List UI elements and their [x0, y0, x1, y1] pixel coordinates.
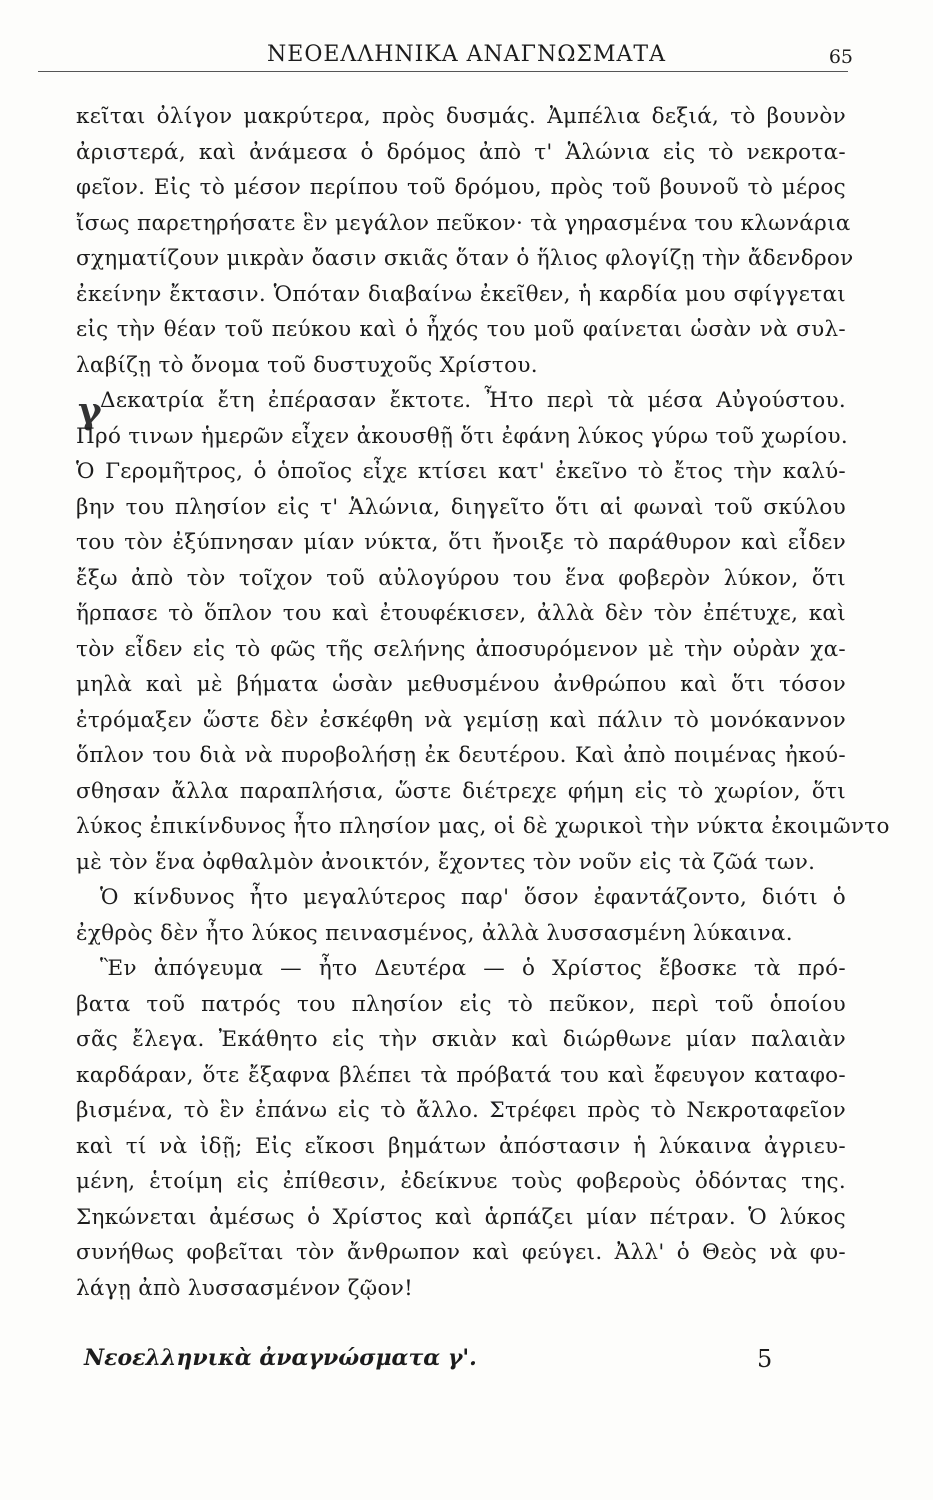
text-line: συνήθως φοβεῖται τὸν ἄνθρωπον καὶ φεύγει. Ἀλλ' ὁ Θεὸς νὰ φυ- [76, 1240, 846, 1265]
text-line: Πρό τινων ἡμερῶν εἶχεν ἀκουσθῇ ὅτι ἐφάνη λύκος γύρω τοῦ χωρίου. [76, 423, 849, 449]
text-line: μηλὰ καὶ μὲ βήματα ὡσὰν μεθυσμένου ἀνθρώπου καὶ ὅτι τόσον [76, 672, 846, 697]
text-line: ἥρπασε τὸ ὅπλον του καὶ ἐτουφέκισεν, ἀλλὰ δὲν τὸν ἐπέτυχε, καὶ [76, 601, 846, 626]
text-line: του τὸν ἐξύπνησαν μίαν νύκτα, ὅτι ἤνοιξε τὸ παράθυρον καὶ εἶδεν [76, 530, 846, 555]
text-line: λαβίζῃ τὸ ὄνομα τοῦ δυστυχοῦς Χρίστου. [76, 352, 538, 378]
text-line: σᾶς ἔλεγα. Ἐκάθητο εἰς τὴν σκιὰν καὶ διώρθωνε μίαν παλαιὰν [76, 1027, 846, 1052]
text-line: φεῖον. Εἰς τὸ μέσον περίπου τοῦ δρόμου, πρὸς τοῦ βουνοῦ τὸ μέρος [76, 175, 846, 200]
text-line: λύκος ἐπικίνδυνος ἦτο πλησίον μας, οἱ δὲ χωρικοὶ τὴν νύκτα ἐκοιμῶντο [76, 814, 890, 839]
text-line: ὅπλον του διὰ νὰ πυροβολήσῃ ἐκ δευτέρου. Καὶ ἀπὸ ποιμένας ἠκού- [76, 743, 846, 768]
text-line: μὲ τὸν ἕνα ὀφθαλμὸν ἀνοικτόν, ἔχοντες τὸν νοῦν εἰς τὰ ζῶά των. [76, 849, 816, 875]
text-line: Ὁ Γερομῆτρος, ὁ ὁποῖος εἶχε κτίσει κατ' ἐκεῖνο τὸ ἔτος τὴν καλύ- [76, 459, 846, 484]
text-line: βισμένα, τὸ ἓν ἐπάνω εἰς τὸ ἄλλο. Στρέφει πρὸς τὸ Νεκροταφεῖον [76, 1098, 846, 1123]
text-line: ἐκείνην ἔκτασιν. Ὁπόταν διαβαίνω ἐκεῖθεν, ἡ καρδία μου σφίγγεται [76, 281, 846, 307]
text-line: σθησαν ἄλλα παραπλήσια, ὥστε διέτρεχε φήμη εἰς τὸ χωρίον, ὅτι [76, 778, 846, 804]
signature-mark: 5 [757, 1345, 773, 1373]
header-rule [38, 71, 848, 72]
page-footer [84, 1345, 784, 1385]
text-line: Ἓν ἀπόγευμα — ἦτο Δευτέρα — ὁ Χρίστος ἔβοσκε τὰ πρό- [100, 956, 846, 981]
text-line: ἴσως παρετηρήσατε ἓν μεγάλον πεῦκον· τὰ γηρασμένα του κλωνάρια [76, 210, 851, 236]
text-line: σχηματίζουν μικρὰν ὄασιν σκιᾶς ὅταν ὁ ἥλιος φλογίζῃ τὴν ἄδενδρον [76, 246, 854, 271]
text-line: Σηκώνεται ἀμέσως ὁ Χρίστος καὶ ἁρπάζει μίαν πέτραν. Ὁ λύκος [76, 1204, 846, 1230]
text-line: καὶ τί νὰ ἰδῇ; Εἰς εἴκοσι βημάτων ἀπόστασιν ἡ λύκαινα ἀγριευ- [76, 1133, 846, 1159]
running-title: ΝΕΟΕΛΛΗΝΙΚΑ ΑΝΑΓΝΩΣΜΑΤΑ [267, 42, 666, 67]
text-line: εἰς τὴν θέαν τοῦ πεύκου καὶ ὁ ἦχός του μοῦ φαίνεται ὡσὰν νὰ συλ- [76, 317, 846, 342]
margin-annotation: γ [78, 390, 102, 432]
text-line: κεῖται ὀλίγον μακρύτερα, πρὸς δυσμάς. Ἀμπέλια δεξιά, τὸ βουνὸν [76, 104, 846, 129]
text-line: μένη, ἑτοίμη εἰς ἐπίθεσιν, ἐδείκνυε τοὺς φοβεροὺς ὀδόντας της. [76, 1169, 846, 1194]
text-line: ἔξω ἀπὸ τὸν τοῖχον τοῦ αὐλογύρου του ἕνα φοβερὸν λύκον, ὅτι [76, 565, 846, 591]
text-line: τὸν εἶδεν εἰς τὸ φῶς τῆς σελήνης ἀποσυρόμενον μὲ τὴν οὐρὰν χα- [76, 636, 846, 662]
text-line: βατα τοῦ πατρός του πλησίον εἰς τὸ πεῦκον, περὶ τοῦ ὁποίου [76, 991, 846, 1017]
text-line: Ὁ κίνδυνος ἦτο μεγαλύτερος παρ' ὅσον ἐφαντάζοντο, διότι ὁ [100, 885, 846, 910]
text-line: ἐτρόμαξεν ὥστε δὲν ἐσκέφθη νὰ γεμίσῃ καὶ πάλιν τὸ μονόκαννον [76, 707, 846, 733]
running-head [0, 38, 933, 72]
text-line: καρδάραν, ὅτε ἔξαφνα βλέπει τὰ πρόβατά του καὶ ἔφευγον καταφο- [76, 1062, 846, 1088]
text-line: βην του πλησίον εἰς τ' Ἁλώνια, διηγεῖτο ὅτι αἱ φωναὶ τοῦ σκύλου [76, 494, 846, 520]
body-text [76, 99, 890, 1306]
text-line: Δεκατρία ἔτη ἐπέρασαν ἔκτοτε. Ἦτο περὶ τὰ μέσα Αὐγούστου. [100, 388, 846, 413]
text-line: λάγῃ ἀπὸ λυσσασμένον ζῷον! [76, 1275, 414, 1301]
footer-book-title: Νεοελληνικὰ ἀναγνώσματα γ'. [84, 1345, 477, 1371]
text-line: ἐχθρὸς δὲν ἦτο λύκος πεινασμένος, ἀλλὰ λυσσασμένη λύκαινα. [76, 920, 793, 946]
text-line: ἀριστερά, καὶ ἀνάμεσα ὁ δρόμος ἀπὸ τ' Ἁλώνια εἰς τὸ νεκροτα- [76, 139, 846, 165]
page-number: 65 [828, 46, 853, 68]
